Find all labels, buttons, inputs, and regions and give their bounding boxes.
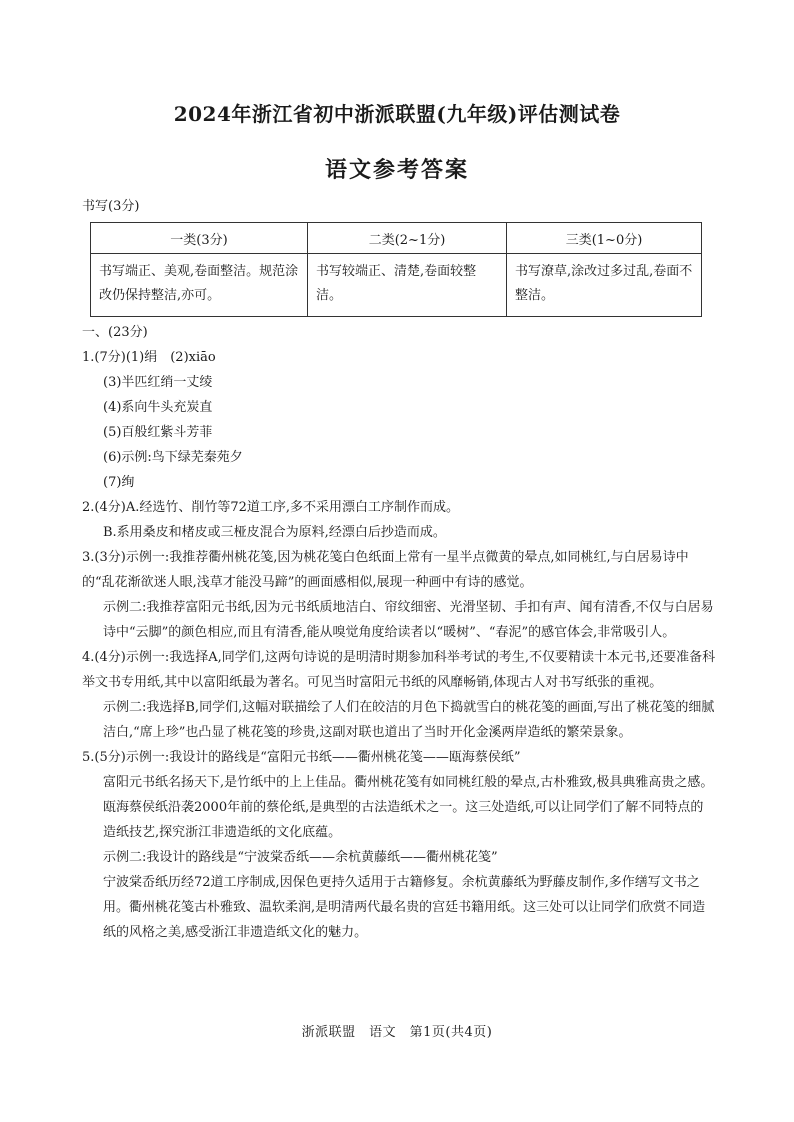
table-cell: 书写端正、美观,卷面整洁。规范涂改仍保持整洁,亦可。 [91,254,308,317]
table-row [91,254,702,317]
question-4-example-2: 示例二:我选择B,同学们,这幅对联描绘了人们在皎洁的月色下捣就雪白的桃花笺的画面,写出了桃花笺的细腻洁白,“席上珍”也凸显了桃花笺的珍贵,这副对联也道出了当时开化金溪两岸造纸的繁荣景象。 [103,700,715,740]
writing-heading: 书写(3分) [82,199,140,214]
question-1-item: (4)系向牛头充炭直 [103,400,213,415]
table-cell: 书写较端正、清楚,卷面较整洁。 [308,254,507,317]
page-footer: 浙派联盟 语文 第1页(共4页) [301,1025,493,1040]
question-1-item: (6)示例:鸟下绿芜秦苑夕 [103,450,243,465]
question-5-body-1: 富阳元书纸名扬天下,是竹纸中的上上佳品。衢州桃花笺有如同桃红般的晕点,古朴雅致,极具典雅高贵之感。瓯海蔡侯纸沿袭2000年前的蔡伦纸,是典型的古法造纸术之一。这三处造纸,可以让同学们了解不同特点的造纸技艺,探究浙江非遗造纸的文化底蕴。 [103,775,714,840]
question-5-body-2: 宁波棠岙纸历经72道工序制成,因保色更持久适用于古籍修复。余杭黄藤纸为野藤皮制作,多作缮写文书之用。衢州桃花笺古朴雅致、温软柔润,是明清两代最名贵的宫廷书籍用纸。这三处可以让同学们欣赏不同造纸的风格之美,感受浙江非遗造纸文化的魅力。 [103,875,706,940]
table-header-cell: 二类(2~1分) [308,223,507,254]
question-2-answer-a: 2.(4分)A.经选竹、削竹等72道工序,多不采用漂白工序制作而成。 [82,500,460,515]
question-1-item: (5)百般红紫斗芳菲 [103,425,213,440]
question-4-example-1: 4.(4分)示例一:我选择A,同学们,这两句诗说的是明清时期参加科举考试的考生,不仅要精读十本元书,还要准备科举文书专用纸,其中以富阳纸最为著名。可见当时富阳元书纸的风靡畅销,体现古人对书写纸张的重视。 [82,650,716,690]
table-header-cell: 三类(1~0分) [507,223,702,254]
section-one [82,320,716,945]
question-5-route-1: 5.(5分)示例一:我设计的路线是“富阳元书纸——衢州桃花笺——瓯海蔡侯纸” [82,750,521,765]
section-heading: 一、(23分) [82,325,148,340]
question-1-item: (3)半匹红绡一丈绫 [103,375,213,390]
table-cell: 书写潦草,涂改过多过乱,卷面不整洁。 [507,254,702,317]
question-3-example-2: 示例二:我推荐富阳元书纸,因为元书纸质地洁白、帘纹细密、光滑坚韧、手扣有声、闻有清香,不仅与白居易诗中“云脚”的颜色相应,而且有清香,能从嗅觉角度给读者以“暖树”、“春泥”的感官体会,非常吸引人。 [103,600,714,640]
table-header-cell: 一类(3分) [91,223,308,254]
page-title: 2024年浙江省初中浙派联盟(九年级)评估测试卷 [173,102,621,126]
question-1-line: 1.(7分)(1)绢 (2)xiāo [82,350,216,365]
page-subtitle: 语文参考答案 [324,157,469,183]
table-header-row [91,223,702,254]
question-3-example-1: 3.(3分)示例一:我推荐衢州桃花笺,因为桃花笺白色纸面上常有一星半点微黄的晕点,如同桃红,与白居易诗中的“乱花渐欲迷人眼,浅草才能没马蹄”的画面感相似,展现一种画中有诗的感觉。 [82,550,689,590]
question-2-answer-b: B.系用桑皮和楮皮或三桠皮混合为原料,经漂白后抄造而成。 [103,525,446,540]
question-5-route-2: 示例二:我设计的路线是“宁波棠岙纸——余杭黄藤纸——衢州桃花笺” [103,850,498,865]
writing-score-table [90,222,702,317]
question-1-item: (7)绚 [103,475,135,490]
